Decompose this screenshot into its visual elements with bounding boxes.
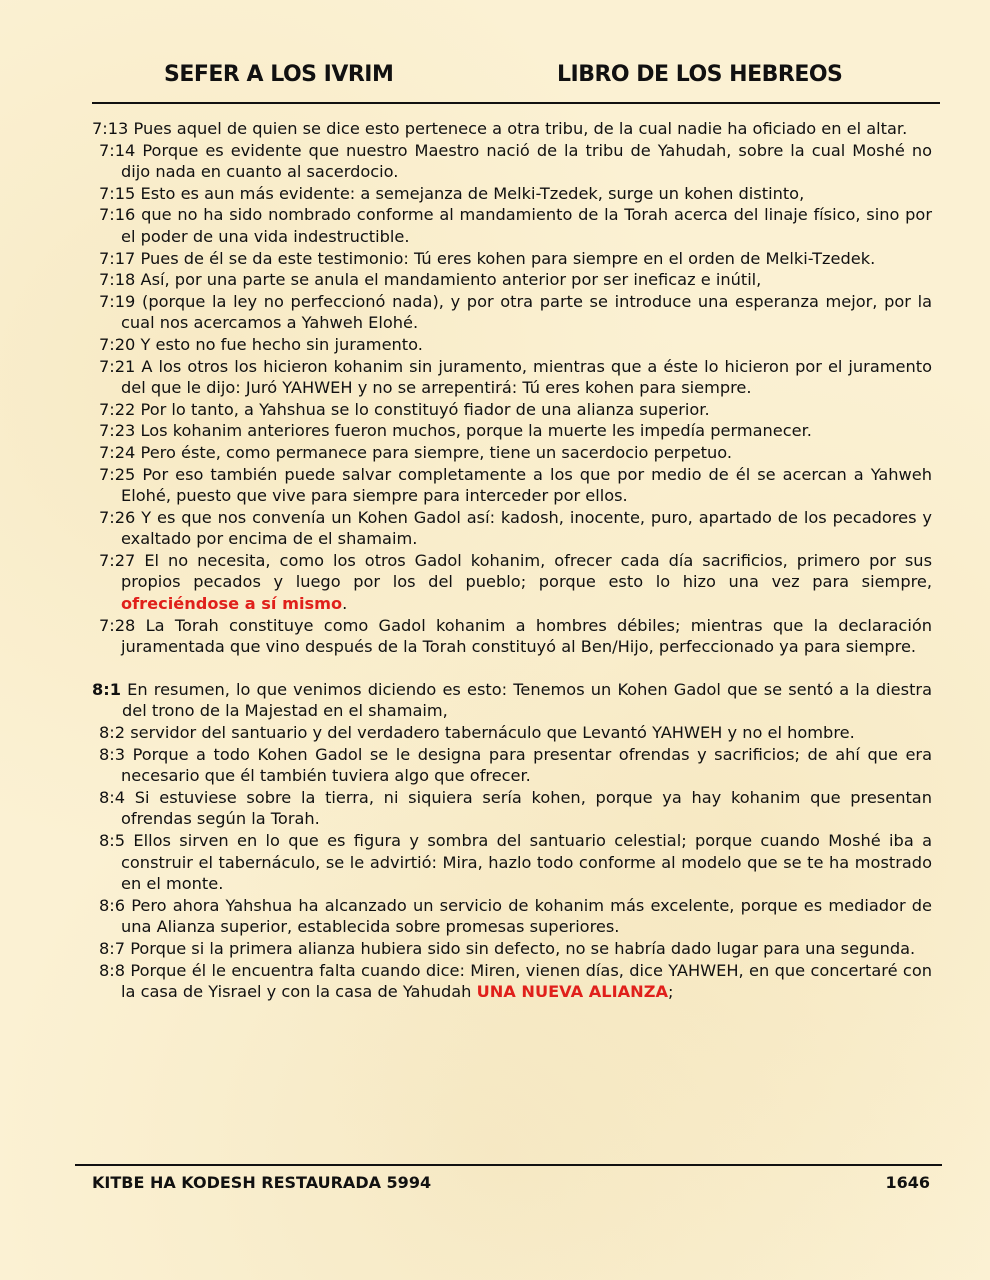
verse-text: En resumen, lo que venimos diciendo es esto: Tenemos un Kohen Gadol que se sentó a la diestra del trono de la Majestad en el shamaim, [121,679,932,721]
verse-8-8 [92,960,932,1003]
chapter-8-verses [92,679,932,1003]
verse-punctuation: ; [667,982,674,1002]
verse-number: 8:4 [99,787,126,807]
verse-text: Esto es aun más evidente: a semejanza de Melki-Tzedek, surge un kohen distinto, [135,183,805,203]
verse-7-17 [92,248,932,270]
chapter-break [92,658,932,679]
verse-text: Porque a todo Kohen Gadol se le designa para presentar ofrendas y sacrificios; de ahí que era necesario que él también tuviera algo que ofrecer. [121,744,932,786]
verse-number: 8:2 [99,723,126,743]
footer-book-title: KITBE HA KODESH RESTAURADA 5994 [92,1173,432,1192]
verse-punctuation: . [342,594,348,614]
verse-text: El no necesita, como los otros Gadol kohanim, ofrecer cada día sacrificios, primero por sus propios pecados y luego por los del pueblo; porque esto lo hizo una vez para siempre, [121,550,932,592]
verse-number: 7:28 [99,615,136,635]
verse-text: Pues aquel de quien se dice esto pertenece a otra tribu, de la cual nadie ha oficiado en el altar. [128,119,908,138]
verse-text: Por lo tanto, a Yahshua se lo constituyó fiador de una alianza superior. [135,399,710,419]
verse-text: Pero ahora Yahshua ha alcanzado un servicio de kohanim más excelente, porque es mediador de una Alianza superior, establecida sobre promesas superiores. [121,895,932,937]
highlighted-phrase: ofreciéndose a sí mismo [121,594,343,614]
verse-number: 7:18 [99,270,136,290]
page-number: 1646 [885,1173,930,1192]
verse-text: (porque la ley no perfeccionó nada), y por otra parte se introduce una esperanza mejor, por la cual nos acercamos a Yahweh Elohé. [121,291,932,333]
verse-7-15 [92,183,932,205]
verse-text: Y esto no fue hecho sin juramento. [135,334,423,354]
verse-8-3 [92,744,932,787]
verse-number: 7:27 [99,550,136,570]
verse-number: 7:17 [99,248,136,268]
chapter-7-verses [92,118,932,658]
verse-7-16 [92,204,932,247]
verse-text: A los otros los hicieron kohanim sin juramento, mientras que a éste lo hicieron por el juramento del que le dijo: Juró YAHWEH y no se arrepentirá: Tú eres kohen para siempre. [121,356,932,398]
verse-8-6 [92,895,932,938]
verse-7-27 [92,550,932,615]
verse-7-22 [92,399,932,421]
verse-text: que no ha sido nombrado conforme al mandamiento de la Torah acerca del linaje físico, sino por el poder de una vida indestructible. [121,205,932,246]
verse-text: Ellos sirven en lo que es figura y sombra del santuario celestial; porque cuando Moshé iba a construir el tabernáculo, se le advirtió: Mira, hazlo todo conforme al modelo que se te ha mostrado en el monte. [121,831,932,894]
verse-text: Pues de él se da este testimonio: Tú eres kohen para siempre en el orden de Melki-Tzedek. [135,248,876,268]
verse-number: 7:19 [99,291,136,311]
verse-7-18 [92,269,932,291]
verse-text: Porque él le encuentra falta cuando dice: Miren, vienen días, dice YAHWEH, en que concertaré con la casa de Yisrael y con la casa de Yahudah [121,960,932,1002]
highlighted-phrase: UNA NUEVA ALIANZA [476,982,668,1002]
verse-number: 7:23 [99,421,136,441]
verse-text: Así, por una parte se anula el mandamiento anterior por ser ineficaz e inútil, [135,270,762,290]
verse-number: 8:3 [99,744,126,764]
page-footer [75,1164,942,1192]
verse-7-28 [92,615,932,658]
verse-text: Y es que nos convenía un Kohen Gadol así: kadosh, inocente, puro, apartado de los pecadores y exaltado por encima de el shamaim. [121,507,932,549]
verse-text: Por eso también puede salvar completamente a los que por medio de él se acercan a Yahweh Elohé, puesto que vive para siempre para interceder por ellos. [121,464,932,506]
verse-text: Porque si la primera alianza hubiera sido sin defecto, no se habría dado lugar para una segunda. [125,938,916,958]
scripture-text [92,118,932,1003]
verse-number: 7:21 [99,356,136,376]
verse-number: 7:13 [92,119,129,138]
verse-text: Si estuviese sobre la tierra, ni siquiera sería kohen, porque ya hay kohanim que presentan ofrendas según la Torah. [121,787,932,829]
verse-number: 8:5 [99,831,126,850]
verse-number: 7:25 [99,464,136,484]
verse-text: servidor del santuario y del verdadero tabernáculo que Levantó YAHWEH y no el hombre. [125,723,855,743]
verse-7-20 [92,334,932,356]
verse-7-13 [92,118,932,140]
verse-text: Porque es evidente que nuestro Maestro nació de la tribu de Yahudah, sobre la cual Moshé no dijo nada en cuanto al sacerdocio. [121,140,932,182]
verse-number: 7:16 [99,205,136,225]
verse-number: 7:15 [99,183,136,203]
verse-number: 7:26 [99,507,136,527]
verse-text: Pero éste, como permanece para siempre, tiene un sacerdocio perpetuo. [135,442,733,462]
verse-8-5 [92,830,932,895]
verse-7-14 [92,140,932,183]
verse-number: 7:20 [99,334,136,354]
verse-text: La Torah constituye como Gadol kohanim a hombres débiles; mientras que la declaración juramentada que vino después de la Torah constituyó al Ben/Hijo, perfeccionado ya para siempre. [121,615,932,657]
verse-number: 8:6 [99,895,126,915]
verse-7-19 [92,291,932,334]
verse-7-25 [92,464,932,507]
verse-7-24 [92,442,932,464]
book-title-spanish: LIBRO DE LOS HEBREOS [557,62,843,87]
verse-number: 8:7 [99,938,126,958]
verse-number: 8:8 [99,960,126,980]
verse-8-7 [92,938,932,960]
page-header [92,58,940,104]
verse-number: 7:22 [99,399,136,419]
chapter-start-number: 8:1 [92,679,121,699]
verse-number: 7:14 [99,140,136,160]
verse-8-4 [92,787,932,830]
verse-7-26 [92,507,932,550]
verse-8-1 [92,679,932,722]
book-title-hebrew: SEFER A LOS IVRIM [164,62,394,87]
verse-7-21 [92,356,932,399]
verse-text: Los kohanim anteriores fueron muchos, porque la muerte les impedía permanecer. [135,421,812,441]
verse-7-23 [92,420,932,442]
verse-8-2 [92,722,932,744]
verse-number: 7:24 [99,442,136,462]
